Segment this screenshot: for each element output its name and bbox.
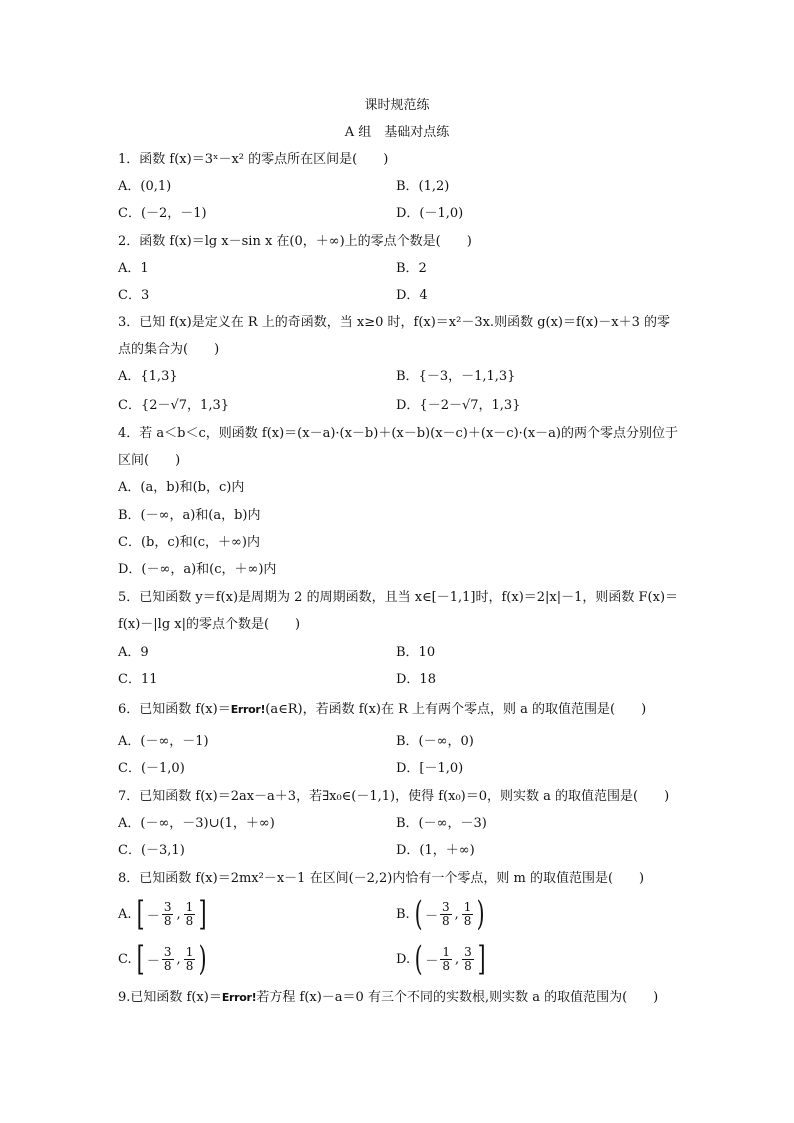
- question-2-option-d: D．4: [396, 288, 428, 303]
- question-1-option-a: A．(0,1): [118, 179, 172, 194]
- question-6-option-b: B．(－∞，0): [396, 734, 474, 749]
- question-7-stem: 7．已知函数 f(x)＝2ax－a＋3，若∃x₀∈(－1,1)，使得 f(x₀)＝0，则实数 a 的取值范围是( ): [118, 789, 670, 804]
- question-8-option-d: D. ( － $\frac{1}{8}$ , $\frac{3}{8}$ ]: [396, 939, 486, 979]
- denominator: 8: [163, 958, 172, 973]
- denominator: 8: [442, 958, 451, 973]
- question-8-option-b: B. ( － $\frac{3}{8}$ , $\frac{1}{8}$ ): [396, 894, 486, 934]
- left-bracket: [: [136, 894, 145, 934]
- option-label: A.: [118, 906, 132, 922]
- denominator: 8: [163, 913, 172, 928]
- question-4-option-a: A．(a，b)和(b，c)内: [118, 480, 245, 495]
- option-label: D.: [396, 951, 411, 967]
- question-3-option-a: A．{1,3}: [118, 369, 178, 384]
- minus-sign: －: [146, 953, 160, 969]
- question-6-option-a: A．(－∞，－1): [118, 734, 209, 749]
- question-5-option-b: B．10: [396, 645, 436, 660]
- left-bracket: [: [136, 939, 145, 979]
- section-subtitle: A 组 基础对点练: [344, 125, 450, 140]
- fraction-upper: [462, 946, 474, 973]
- question-5-option-c: C．11: [118, 672, 158, 687]
- page-title: 课时规范练: [364, 98, 430, 113]
- question-5-option-d: D．18: [396, 672, 436, 687]
- question-3-option-b: B．{－3，－1,1,3}: [396, 369, 516, 384]
- question-5-option-a: A．9: [118, 645, 149, 660]
- fraction-lower: [162, 946, 174, 973]
- question-6-option-c: C．(－1,0): [118, 761, 185, 776]
- question-8-option-c: C. [ － $\frac{3}{8}$ , $\frac{1}{8}$ ): [118, 939, 207, 979]
- minus-sign: －: [424, 908, 438, 924]
- numerator: 3: [464, 944, 472, 959]
- question-9-stem-b: 若方程 f(x)－a＝0 有三个不同的实数根,则实数 a 的取值范围为( ): [256, 990, 659, 1005]
- numerator: 3: [441, 899, 450, 914]
- denominator: 8: [463, 913, 472, 928]
- question-2-stem: 2．函数 f(x)＝lg x－sin x 在(0，＋∞)上的零点个数是( ): [118, 234, 472, 249]
- question-2-option-b: B．2: [396, 261, 427, 276]
- question-3-stem: 3．已知 f(x)是定义在 R 上的奇函数，当 x≥0 时，f(x)＝x²－3x.则函数 g(x)＝f(x)－x＋3 的零: [118, 315, 671, 330]
- question-3-stem-cont: 点的集合为( ): [118, 342, 220, 357]
- question-9-stem-a: 9.已知函数 f(x)＝: [118, 990, 222, 1005]
- option-label: B.: [396, 906, 410, 922]
- right-bracket: ]: [477, 939, 486, 979]
- question-4-option-b: B．(－∞，a)和(a，b)内: [118, 508, 261, 523]
- question-9-stem: [118, 989, 658, 1007]
- question-5-stem-cont: f(x)－|lg x|的零点个数是( ): [118, 617, 301, 632]
- numerator: 1: [463, 899, 472, 914]
- denominator: 8: [441, 913, 450, 928]
- denominator: 8: [185, 913, 194, 928]
- minus-sign: －: [425, 953, 439, 969]
- question-8-option-a: A. [ － $\frac{3}{8}$ , $\frac{1}{8}$ ]: [118, 894, 207, 934]
- right-bracket: ): [477, 894, 486, 934]
- numerator: 1: [185, 899, 194, 914]
- numerator: 1: [185, 944, 194, 959]
- question-1-option-c: C．(－2，－1): [118, 206, 207, 221]
- numerator: 3: [163, 944, 172, 959]
- denominator: 8: [464, 958, 472, 973]
- numerator: 3: [163, 899, 172, 914]
- fraction-lower: [440, 946, 452, 973]
- fraction-upper: [462, 901, 474, 928]
- question-4-stem: 4．若 a＜b＜c，则函数 f(x)＝(x－a)·(x－b)＋(x－b)(x－c)＋(x－c)·(x－a)的两个零点分别位于: [118, 426, 678, 441]
- numerator: 1: [442, 944, 451, 959]
- option-label: C.: [118, 951, 132, 967]
- denominator: 8: [185, 958, 194, 973]
- error-placeholder: Error!: [221, 991, 257, 1004]
- fraction-upper: [184, 901, 196, 928]
- question-4-option-d: D．(－∞，a)和(c，＋∞)内: [118, 562, 277, 577]
- question-2-option-a: A．1: [118, 261, 149, 276]
- question-7-option-c: C．(－3,1): [118, 843, 185, 858]
- question-1-option-b: B．(1,2): [396, 179, 450, 194]
- question-1-option-d: D．(－1,0): [396, 206, 464, 221]
- question-6-stem-a: 6．已知函数 f(x)＝: [118, 702, 231, 717]
- question-7-option-d: D．(1，＋∞): [396, 843, 475, 858]
- question-4-stem-cont: 区间( ): [118, 453, 181, 468]
- question-3-option-c: C．{2－√7，1,3}: [118, 398, 229, 413]
- question-8-stem: 8．已知函数 f(x)＝2mx²－x－1 在区间(－2,2)内恰有一个零点，则 m 的取值范围是( ): [118, 871, 645, 886]
- question-3-option-d: D．{－2－√7，1,3}: [396, 398, 521, 413]
- question-4-option-c: C．(b，c)和(c，＋∞)内: [118, 535, 260, 550]
- fraction-lower: [440, 901, 452, 928]
- left-bracket: (: [414, 939, 423, 979]
- question-1-stem: 1．函数 f(x)＝3ˣ－x² 的零点所在区间是( ): [118, 152, 389, 167]
- left-bracket: (: [414, 894, 423, 934]
- question-7-option-a: A．(－∞，－3)∪(1，＋∞): [118, 816, 275, 831]
- minus-sign: －: [146, 908, 160, 924]
- fraction-upper: [184, 946, 196, 973]
- question-6-stem: [118, 701, 646, 719]
- question-6-option-d: D．[－1,0): [396, 761, 464, 776]
- question-6-stem-b: (a∈R)，若函数 f(x)在 R 上有两个零点，则 a 的取值范围是( ): [265, 702, 647, 717]
- question-7-option-b: B．(－∞，－3): [396, 816, 487, 831]
- error-placeholder: Error!: [230, 703, 266, 716]
- question-5-stem: 5．已知函数 y＝f(x)是周期为 2 的周期函数，且当 x∈[－1,1]时，f(x)＝2|x|－1，则函数 F(x)＝: [118, 590, 679, 605]
- fraction-lower: [162, 901, 174, 928]
- right-bracket: ]: [198, 894, 207, 934]
- right-bracket: ): [198, 939, 207, 979]
- question-2-option-c: C．3: [118, 288, 150, 303]
